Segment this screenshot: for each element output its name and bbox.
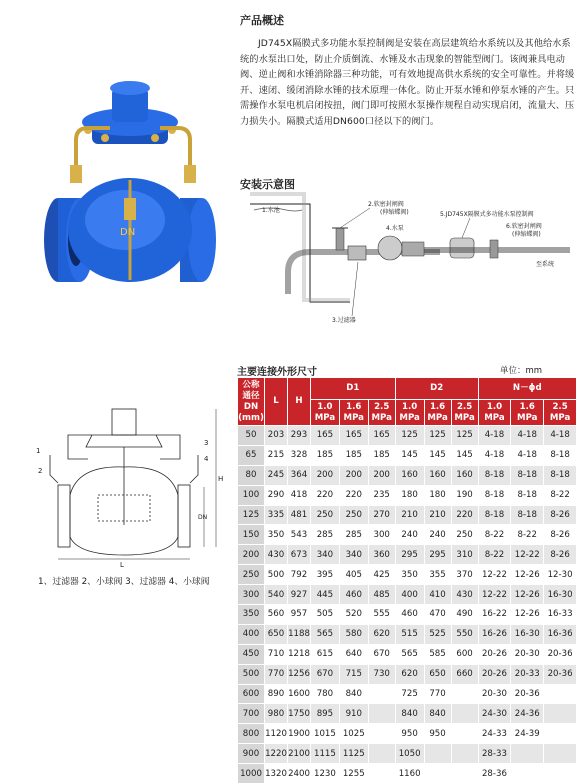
col-L-header: L bbox=[265, 378, 288, 426]
table-cell: 715 bbox=[339, 664, 368, 684]
table-row bbox=[238, 465, 577, 485]
table-cell: 185 bbox=[339, 445, 368, 465]
table-cell: 460 bbox=[395, 605, 424, 625]
table-cell: 470 bbox=[424, 605, 451, 625]
table-cell: 16-36 bbox=[544, 624, 577, 644]
table-cell: 8-22 bbox=[544, 485, 577, 505]
table-cell bbox=[511, 764, 544, 784]
table-cell: 650 bbox=[265, 624, 288, 644]
table-cell: 8-26 bbox=[544, 525, 577, 545]
table-cell: 670 bbox=[368, 644, 395, 664]
table-cell: 550 bbox=[451, 624, 478, 644]
table-cell bbox=[368, 764, 395, 784]
table-cell: 16-22 bbox=[478, 605, 511, 625]
table-cell: 250 bbox=[451, 525, 478, 545]
table-cell: 12-26 bbox=[511, 605, 544, 625]
table-cell: 185 bbox=[368, 445, 395, 465]
table-cell: 125 bbox=[451, 426, 478, 446]
table-cell: 640 bbox=[339, 644, 368, 664]
table-cell: 840 bbox=[395, 704, 424, 724]
col-N-header: N－ϕd bbox=[478, 378, 576, 400]
table-body bbox=[238, 426, 577, 784]
table-cell bbox=[451, 704, 478, 724]
body-marking: DN bbox=[120, 227, 136, 238]
table-cell: 460 bbox=[339, 585, 368, 605]
table-cell: 350 bbox=[265, 525, 288, 545]
table-cell bbox=[368, 724, 395, 744]
table-cell: 1255 bbox=[339, 764, 368, 784]
table-cell: 500 bbox=[238, 664, 265, 684]
table-cell: 200 bbox=[368, 465, 395, 485]
table-cell: 660 bbox=[451, 664, 478, 684]
table-cell: 430 bbox=[451, 585, 478, 605]
table-cell: 520 bbox=[339, 605, 368, 625]
table-cell: 1600 bbox=[288, 684, 311, 704]
table-cell: 160 bbox=[424, 465, 451, 485]
table-cell: 300 bbox=[238, 585, 265, 605]
table-cell: 620 bbox=[368, 624, 395, 644]
table-cell: 700 bbox=[238, 704, 265, 724]
table-cell: 220 bbox=[311, 485, 340, 505]
table-cell: 300 bbox=[368, 525, 395, 545]
dim-label-2: 2 bbox=[38, 467, 43, 475]
table-cell: 4-18 bbox=[511, 445, 544, 465]
pressure-header: 1.0 MPa bbox=[395, 400, 424, 426]
table-cell: 673 bbox=[288, 545, 311, 565]
table-cell: 350 bbox=[238, 605, 265, 625]
table-cell: 8-18 bbox=[478, 505, 511, 525]
table-cell: 8-18 bbox=[511, 485, 544, 505]
table-cell: 725 bbox=[395, 684, 424, 704]
table-row bbox=[238, 445, 577, 465]
table-row bbox=[238, 684, 577, 704]
table-cell: 190 bbox=[451, 485, 478, 505]
table-cell bbox=[368, 704, 395, 724]
table-cell: 555 bbox=[368, 605, 395, 625]
table-cell: 8-18 bbox=[511, 465, 544, 485]
overview-title: 产品概述 bbox=[240, 14, 284, 27]
table-cell: 418 bbox=[288, 485, 311, 505]
table-cell bbox=[451, 764, 478, 784]
table-cell: 585 bbox=[424, 644, 451, 664]
pressure-header: 1.0 MPa bbox=[311, 400, 340, 426]
label-control-valve: 5.JD745X隔膜式多功能水泵控制阀 bbox=[440, 211, 534, 218]
installation-diagram bbox=[240, 182, 580, 332]
table-cell bbox=[368, 684, 395, 704]
table-cell: 290 bbox=[265, 485, 288, 505]
table-cell: 1320 bbox=[265, 764, 288, 784]
table-cell: 200 bbox=[238, 545, 265, 565]
table-cell: 12-22 bbox=[478, 565, 511, 585]
table-cell: 8-18 bbox=[544, 445, 577, 465]
table-cell: 245 bbox=[265, 465, 288, 485]
table-cell: 65 bbox=[238, 445, 265, 465]
table-cell: 250 bbox=[311, 505, 340, 525]
table-cell: 165 bbox=[368, 426, 395, 446]
table-cell: 770 bbox=[424, 684, 451, 704]
table-cell bbox=[451, 724, 478, 744]
table-row bbox=[238, 426, 577, 446]
table-cell: 400 bbox=[238, 624, 265, 644]
table-cell: 800 bbox=[238, 724, 265, 744]
table-cell: 12-30 bbox=[544, 565, 577, 585]
table-cell: 100 bbox=[238, 485, 265, 505]
table-cell: 145 bbox=[395, 445, 424, 465]
table-cell: 20-30 bbox=[478, 684, 511, 704]
table-cell: 8-18 bbox=[511, 505, 544, 525]
table-cell: 370 bbox=[451, 565, 478, 585]
table-cell: 16-30 bbox=[544, 585, 577, 605]
table-cell: 950 bbox=[395, 724, 424, 744]
table-cell: 900 bbox=[238, 744, 265, 764]
table-cell bbox=[544, 764, 577, 784]
table-cell: 1188 bbox=[288, 624, 311, 644]
table-cell: 950 bbox=[424, 724, 451, 744]
table-cell: 150 bbox=[238, 525, 265, 545]
pressure-header: 1.0 MPa bbox=[478, 400, 511, 426]
table-cell: 620 bbox=[395, 664, 424, 684]
table-cell: 505 bbox=[311, 605, 340, 625]
table-cell: 670 bbox=[311, 664, 340, 684]
table-cell: 20-36 bbox=[544, 664, 577, 684]
table-cell: 180 bbox=[395, 485, 424, 505]
table-cell: 957 bbox=[288, 605, 311, 625]
table-cell: 310 bbox=[451, 545, 478, 565]
table-row bbox=[238, 485, 577, 505]
table-cell: 4-18 bbox=[511, 426, 544, 446]
table-cell: 2400 bbox=[288, 764, 311, 784]
table-cell: 240 bbox=[395, 525, 424, 545]
table-cell: 730 bbox=[368, 664, 395, 684]
table-cell: 80 bbox=[238, 465, 265, 485]
table-row bbox=[238, 605, 577, 625]
table-row bbox=[238, 505, 577, 525]
table-cell: 8-26 bbox=[544, 505, 577, 525]
label-gate-valve-2-alt: (伸缩蝶阀) bbox=[512, 231, 541, 238]
table-row bbox=[238, 764, 577, 784]
table-cell: 1220 bbox=[265, 744, 288, 764]
table-cell: 50 bbox=[238, 426, 265, 446]
table-cell: 285 bbox=[311, 525, 340, 545]
table-row bbox=[238, 704, 577, 724]
table-cell: 28-33 bbox=[478, 744, 511, 764]
dim-label-1: 1 bbox=[36, 447, 41, 455]
table-cell: 540 bbox=[265, 585, 288, 605]
label-tank: 1.水池 bbox=[262, 207, 280, 214]
table-cell bbox=[544, 724, 577, 744]
table-cell: 1120 bbox=[265, 724, 288, 744]
pressure-header: 2.5 MPa bbox=[368, 400, 395, 426]
table-cell: 1025 bbox=[339, 724, 368, 744]
table-cell: 340 bbox=[339, 545, 368, 565]
pressure-header: 1.6 MPa bbox=[339, 400, 368, 426]
label-gate-valve-alt: (伸缩蝶阀) bbox=[380, 209, 409, 216]
table-cell: 400 bbox=[395, 585, 424, 605]
table-cell: 490 bbox=[451, 605, 478, 625]
table-cell: 335 bbox=[265, 505, 288, 525]
table-cell: 8-22 bbox=[478, 545, 511, 565]
table-cell: 1256 bbox=[288, 664, 311, 684]
table-cell: 485 bbox=[368, 585, 395, 605]
table-cell: 125 bbox=[395, 426, 424, 446]
pressure-header: 1.6 MPa bbox=[511, 400, 544, 426]
table-cell: 927 bbox=[288, 585, 311, 605]
dimension-caption: 1、过滤器 2、小球阀 3、过滤器 4、小球阀 bbox=[38, 577, 210, 587]
table-row bbox=[238, 624, 577, 644]
table-cell: 350 bbox=[395, 565, 424, 585]
table-cell: 895 bbox=[311, 704, 340, 724]
table-cell: 12-26 bbox=[511, 585, 544, 605]
table-cell: 1750 bbox=[288, 704, 311, 724]
table-cell: 650 bbox=[424, 664, 451, 684]
table-cell: 200 bbox=[339, 465, 368, 485]
table-cell: 615 bbox=[311, 644, 340, 664]
col-D2-header: D2 bbox=[395, 378, 478, 400]
table-title: 主要连接外形尺寸 bbox=[237, 367, 317, 378]
table-cell: 125 bbox=[424, 426, 451, 446]
label-filter: 3.过滤器 bbox=[332, 317, 356, 324]
table-cell: 16-33 bbox=[544, 605, 577, 625]
table-cell: 24-36 bbox=[511, 704, 544, 724]
dimension-table bbox=[237, 377, 577, 784]
table-cell: 1125 bbox=[339, 744, 368, 764]
table-cell: 12-22 bbox=[478, 585, 511, 605]
table-cell: 525 bbox=[424, 624, 451, 644]
table-cell: 600 bbox=[451, 644, 478, 664]
table-cell: 8-18 bbox=[478, 485, 511, 505]
table-cell: 4-18 bbox=[478, 426, 511, 446]
table-cell: 360 bbox=[368, 545, 395, 565]
table-cell: 405 bbox=[339, 565, 368, 585]
table-cell: 780 bbox=[311, 684, 340, 704]
table-cell: 410 bbox=[424, 585, 451, 605]
table-cell: 1160 bbox=[395, 764, 424, 784]
table-cell: 295 bbox=[395, 545, 424, 565]
table-cell: 8-18 bbox=[478, 465, 511, 485]
col-H-header: H bbox=[288, 378, 311, 426]
table-cell: 840 bbox=[424, 704, 451, 724]
table-cell: 792 bbox=[288, 565, 311, 585]
table-cell: 430 bbox=[265, 545, 288, 565]
dim-label-3: 3 bbox=[204, 439, 209, 447]
pressure-header: 1.6 MPa bbox=[424, 400, 451, 426]
table-cell: 450 bbox=[238, 644, 265, 664]
table-cell: 200 bbox=[311, 465, 340, 485]
table-cell: 165 bbox=[339, 426, 368, 446]
table-cell: 1000 bbox=[238, 764, 265, 784]
table-cell: 235 bbox=[368, 485, 395, 505]
table-cell: 125 bbox=[238, 505, 265, 525]
table-cell bbox=[424, 764, 451, 784]
table-cell: 600 bbox=[238, 684, 265, 704]
table-cell: 185 bbox=[311, 445, 340, 465]
dim-label-4: 4 bbox=[204, 455, 209, 463]
table-unit: 单位：mm bbox=[500, 366, 543, 376]
table-cell: 770 bbox=[265, 664, 288, 684]
table-cell: 2100 bbox=[288, 744, 311, 764]
table-cell: 1218 bbox=[288, 644, 311, 664]
table-cell: 328 bbox=[288, 445, 311, 465]
table-cell: 165 bbox=[311, 426, 340, 446]
table-cell: 145 bbox=[424, 445, 451, 465]
table-cell: 395 bbox=[311, 565, 340, 585]
pressure-header: 2.5 MPa bbox=[544, 400, 577, 426]
table-row bbox=[238, 724, 577, 744]
table-cell: 220 bbox=[339, 485, 368, 505]
table-cell: 890 bbox=[265, 684, 288, 704]
table-cell: 1050 bbox=[395, 744, 424, 764]
table-cell: 20-33 bbox=[511, 664, 544, 684]
table-cell: 565 bbox=[395, 644, 424, 664]
table-cell: 250 bbox=[238, 565, 265, 585]
table-cell: 355 bbox=[424, 565, 451, 585]
dimension-drawing bbox=[28, 395, 228, 570]
table-cell: 445 bbox=[311, 585, 340, 605]
table-cell: 16-26 bbox=[478, 624, 511, 644]
table-cell: 515 bbox=[395, 624, 424, 644]
table-cell: 425 bbox=[368, 565, 395, 585]
dim-label-H: H bbox=[218, 475, 224, 483]
table-row bbox=[238, 585, 577, 605]
table-row bbox=[238, 545, 577, 565]
table-cell: 4-18 bbox=[544, 426, 577, 446]
table-cell: 481 bbox=[288, 505, 311, 525]
table-cell: 8-18 bbox=[544, 465, 577, 485]
table-cell: 1015 bbox=[311, 724, 340, 744]
table-cell: 295 bbox=[424, 545, 451, 565]
table-cell: 24-39 bbox=[511, 724, 544, 744]
col-dn-header: 公称 通径 DN (mm) bbox=[238, 378, 265, 426]
table-cell: 1230 bbox=[311, 764, 340, 784]
table-row bbox=[238, 525, 577, 545]
table-cell: 565 bbox=[311, 624, 340, 644]
label-to-system: 至系统 bbox=[536, 261, 555, 268]
col-D1-header: D1 bbox=[311, 378, 396, 400]
table-cell: 12-26 bbox=[511, 565, 544, 585]
label-gate-valve-2: 6.软密封闸阀 bbox=[506, 223, 542, 230]
dim-label-DN: DN bbox=[198, 514, 208, 521]
table-cell: 293 bbox=[288, 426, 311, 446]
table-row bbox=[238, 664, 577, 684]
table-cell: 12-22 bbox=[511, 545, 544, 565]
table-cell: 210 bbox=[395, 505, 424, 525]
table-cell: 203 bbox=[265, 426, 288, 446]
overview-text: JD745X隔膜式多功能水泵控制阀是安装在高层建筑给水系统以及其他给水系统的水泵出口处，防止介质倒流、水锤及水击现象的智能型阀门。该阀兼具电动阀、逆止阀和水锤消除器三种功能，可有效地提高供水系统的安全可靠性。并将缓开、速闭、缓闭消除水锤的技术原理一体化。防止开泵水锤和停泵水锤的产生。只需操作水泵电机启闭按扭，阀门即可按照水泵操作规程自动实现启闭，流量大、压力损失小。隔膜式适用DN600口径以下的阀门。 bbox=[240, 38, 575, 127]
table-cell: 910 bbox=[339, 704, 368, 724]
table-cell: 840 bbox=[339, 684, 368, 704]
table-cell: 20-26 bbox=[478, 664, 511, 684]
table-cell: 215 bbox=[265, 445, 288, 465]
table-row bbox=[238, 565, 577, 585]
dim-label-L: L bbox=[120, 561, 124, 569]
table-cell: 210 bbox=[424, 505, 451, 525]
table-cell: 580 bbox=[339, 624, 368, 644]
pressure-header: 2.5 MPa bbox=[451, 400, 478, 426]
label-gate-valve: 2.软密封闸阀 bbox=[368, 201, 404, 208]
table-cell: 160 bbox=[451, 465, 478, 485]
valve-product-photo bbox=[30, 30, 230, 300]
table-cell: 16-30 bbox=[511, 624, 544, 644]
table-cell: 340 bbox=[311, 545, 340, 565]
label-pump: 4.水泵 bbox=[386, 225, 404, 232]
table-cell: 4-18 bbox=[478, 445, 511, 465]
table-cell: 160 bbox=[395, 465, 424, 485]
install-title: 安装示意图 bbox=[240, 178, 295, 191]
table-cell: 270 bbox=[368, 505, 395, 525]
table-cell: 24-30 bbox=[478, 704, 511, 724]
table-cell: 285 bbox=[339, 525, 368, 545]
table-cell: 250 bbox=[339, 505, 368, 525]
table-cell: 8-22 bbox=[511, 525, 544, 545]
table-cell: 240 bbox=[424, 525, 451, 545]
table-cell: 180 bbox=[424, 485, 451, 505]
table-cell: 500 bbox=[265, 565, 288, 585]
table-cell: 220 bbox=[451, 505, 478, 525]
table-cell: 710 bbox=[265, 644, 288, 664]
table-cell: 1900 bbox=[288, 724, 311, 744]
table-cell: 145 bbox=[451, 445, 478, 465]
table-cell bbox=[544, 704, 577, 724]
table-cell: 28-36 bbox=[478, 764, 511, 784]
table-cell: 1115 bbox=[311, 744, 340, 764]
table-row bbox=[238, 644, 577, 664]
table-cell bbox=[544, 684, 577, 704]
table-cell: 8-26 bbox=[544, 545, 577, 565]
table-cell: 8-22 bbox=[478, 525, 511, 545]
table-cell: 20-36 bbox=[511, 684, 544, 704]
table-cell: 543 bbox=[288, 525, 311, 545]
table-cell: 20-30 bbox=[511, 644, 544, 664]
table-cell: 20-26 bbox=[478, 644, 511, 664]
table-cell: 364 bbox=[288, 465, 311, 485]
table-cell: 20-36 bbox=[544, 644, 577, 664]
table-cell: 24-33 bbox=[478, 724, 511, 744]
table-cell: 560 bbox=[265, 605, 288, 625]
table-cell bbox=[451, 684, 478, 704]
table-cell: 980 bbox=[265, 704, 288, 724]
